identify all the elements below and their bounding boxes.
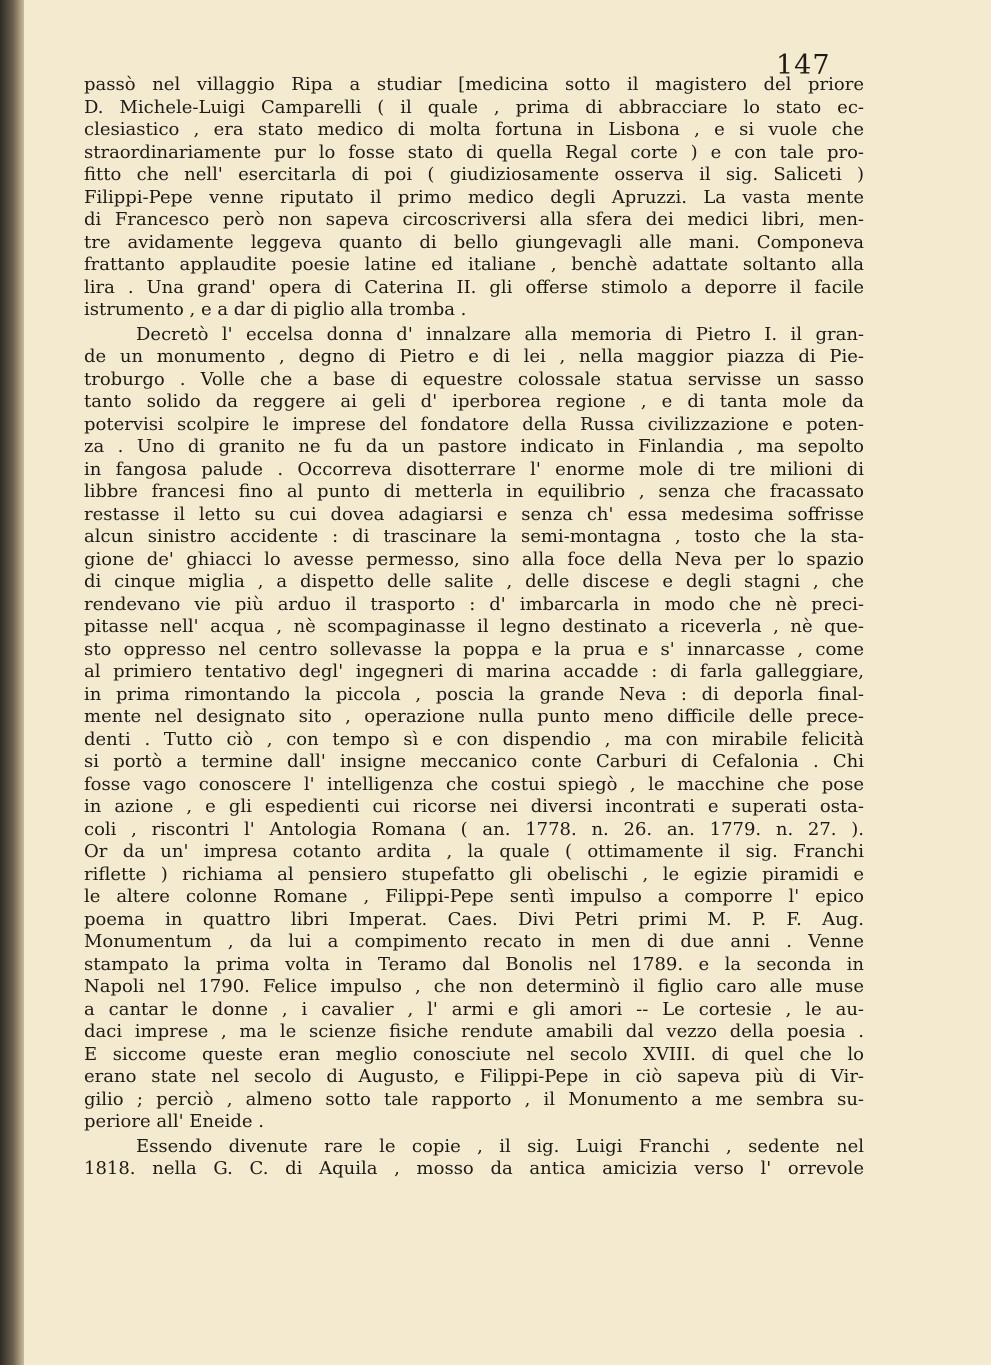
text-line: a cantar le donne , i cavalier , l' armi e gli amori -- Le cortesie , le au-: [84, 998, 864, 1020]
text-line: tre avidamente leggeva quanto di bello giungevagli alle mani. Componeva: [84, 231, 864, 253]
text-line: alcun sinistro accidente : di trascinare la semi-montagna , tosto che la sta-: [84, 526, 864, 547]
text-line: al primiero tentativo degl' ingegneri di marina accadde : di farla galleggiare,: [84, 661, 864, 682]
text-line: poema in quattro libri Imperat. Caes. Divi Petri primi M. P. F. Aug.: [84, 908, 864, 930]
text-line: di Francesco però non sapeva circoscriversi alla sfera dei medici libri, men-: [84, 209, 864, 230]
text-line: pitasse nell' acqua , nè scompaginasse il legno destinato a riceverla , nè que-: [84, 616, 864, 637]
text-line: in azione , e gli espedienti cui ricorse nei diversi incontrati e superati osta-: [84, 796, 864, 817]
text-line: frattanto applaudite poesie latine ed italiane , benchè adattate soltanto alla: [84, 254, 864, 275]
text-line: passò nel villaggio Ripa a studiar [medicina sotto il magistero del priore: [84, 74, 864, 95]
text-line: D. Michele-Luigi Camparelli ( il quale , prima di abbracciare lo stato ec-: [84, 96, 864, 118]
text-line: Or da un' impresa cotanto ardita , la quale ( ottimamente il sig. Franchi: [84, 841, 864, 862]
text-line: coli , riscontri l' Antologia Romana ( an. 1778. n. 26. an. 1779. n. 27. ).: [84, 818, 864, 840]
book-page: [24, 0, 991, 1365]
text-line: daci imprese , ma le scienze fisiche rendute amabili dal vezzo della poesia .: [84, 1021, 864, 1042]
text-line: troburgo . Volle che a base di equestre colossale statua servisse un sasso: [84, 368, 864, 390]
text-line: Monumentum , da lui a compimento recato in men di due anni . Venne: [84, 931, 864, 952]
text-line: di cinque miglia , a dispetto delle salite , delle discese e degli stagni , che: [84, 571, 864, 592]
text-line: fitto che nell' esercitarla di poi ( giudiziosamente osserva il sig. Saliceti ): [84, 164, 864, 185]
text-line: mente nel designato sito , operazione nulla punto meno difficile delle prece-: [84, 706, 864, 727]
text-line: le altere colonne Romane , Filippi-Pepe sentì impulso a comporre l' epico: [84, 886, 864, 907]
text-line: fosse vago conoscere l' intelligenza che costui spiegò , le macchine che pose: [84, 773, 864, 795]
paragraph: [84, 74, 864, 322]
text-line: de un monumento , degno di Pietro e di lei , nella maggior piazza di Pie-: [84, 346, 864, 367]
text-line: in fangosa palude . Occorreva disotterrare l' enorme mole di tre milioni di: [84, 458, 864, 480]
page-number: 147: [776, 50, 831, 81]
text-line: restasse il letto su cui dovea adagiarsi e senza ch' essa medesima soffrisse: [84, 503, 864, 525]
text-line: potervisi scolpire le imprese del fondatore della Russa civilizzazione e poten-: [84, 413, 864, 435]
text-line: E siccome queste eran meglio conosciute nel secolo XVIII. di quel che lo: [84, 1043, 864, 1065]
paragraph: [84, 1136, 864, 1181]
text-line: sto oppresso nel centro sollevasse la poppa e la prua e s' innarcasse , come: [84, 638, 864, 660]
text-line: periore all' Eneide .: [84, 1111, 265, 1132]
text-line: clesiastico , era stato medico di molta fortuna in Lisbona , e si vuole che: [84, 119, 864, 140]
paragraph: [84, 324, 864, 1134]
text-line: rendevano vie più arduo il trasporto : d' imbarcarla in modo che nè preci-: [84, 593, 864, 615]
text-line: lira . Una grand' opera di Caterina II. gli offerse stimolo a deporre il facile: [84, 276, 864, 298]
book-gutter-shadow: [0, 0, 24, 1365]
text-line: riflette ) richiama al pensiero stupefatto gli obelischi , le egizie piramidi e: [84, 863, 864, 885]
text-line: tanto solido da reggere ai geli d' iperborea regione , e di tanta mole da: [84, 391, 864, 412]
text-line: stampato la prima volta in Teramo dal Bonolis nel 1789. e la seconda in: [84, 953, 864, 975]
text-line: denti . Tutto ciò , con tempo sì e con dispendio , ma con mirabile felicità: [84, 728, 864, 750]
text-line: za . Uno di granito ne fu da un pastore indicato in Finlandia , ma sepolto: [84, 436, 864, 457]
text-line: straordinariamente pur lo fosse stato di quella Regal corte ) e con tale pro-: [84, 141, 864, 163]
text-line: Napoli nel 1790. Felice impulso , che non determinò il figlio caro alle muse: [84, 976, 864, 997]
text-line: gione de' ghiacci lo avesse permesso, sino alla foce della Neva per lo spazio: [84, 548, 864, 570]
text-line: Decretò l' eccelsa donna d' innalzare alla memoria di Pietro I. il gran-: [136, 323, 864, 345]
text-line: 1818. nella G. C. di Aquila , mosso da antica amicizia verso l' orrevole: [84, 1158, 864, 1179]
text-line: gilio ; perciò , almeno sotto tale rapporto , il Monumento a me sembra su-: [84, 1088, 864, 1110]
text-line: si portò a termine dall' insigne meccanico conte Carburi di Cefalonia . Chi: [84, 751, 864, 772]
text-line: in prima rimontando la piccola , poscia la grande Neva : di deporla final-: [84, 683, 864, 705]
text-line: Essendo divenute rare le copie , il sig. Luigi Franchi , sedente nel: [136, 1135, 864, 1157]
text-line: Filippi-Pepe venne riputato il primo medico degli Apruzzi. La vasta mente: [84, 186, 864, 208]
text-line: erano state nel secolo di Augusto, e Filippi-Pepe in ciò sapeva più di Vir-: [84, 1066, 864, 1087]
text-line: libbre francesi fino al punto di metterla in equilibrio , senza che fracassato: [84, 481, 864, 502]
text-line: istrumento , e a dar di piglio alla tromba .: [84, 299, 467, 320]
body-text: [84, 74, 864, 1181]
